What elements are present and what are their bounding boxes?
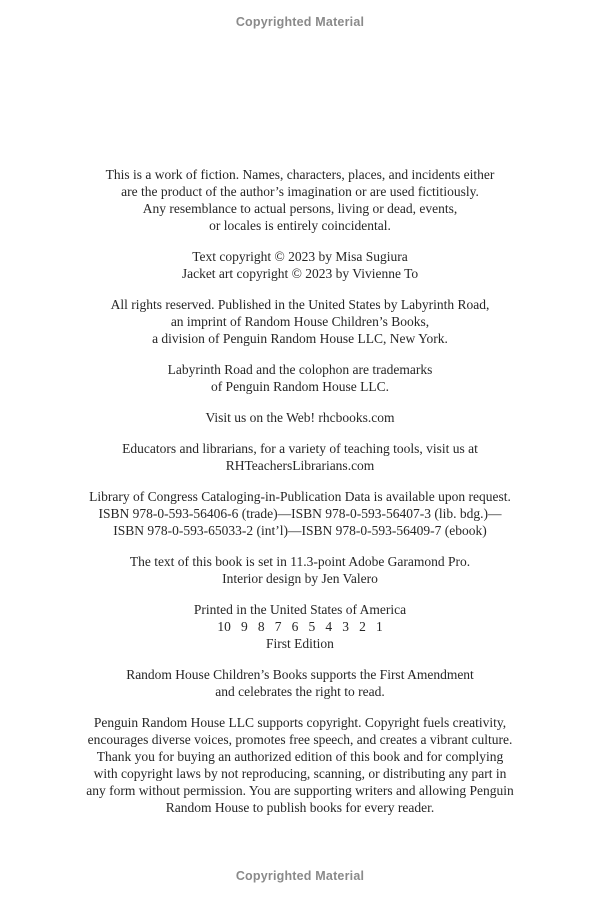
copyrighted-material-footer: Copyrighted Material	[235, 869, 365, 883]
publisher-statement	[20, 296, 580, 347]
typeface-note	[20, 553, 580, 587]
text-line: Random House to publish books for every reader.	[165, 800, 435, 815]
text-line: are the product of the author’s imagination or are used fictitiously.	[121, 184, 479, 199]
text-line: or locales is entirely coincidental.	[209, 218, 391, 233]
text-line: of Penguin Random House LLC.	[210, 379, 390, 394]
text-line: This is a work of fiction. Names, characters, places, and incidents either	[105, 167, 495, 182]
copyright-notice	[20, 248, 580, 282]
text-line: an imprint of Random House Children’s Books,	[170, 314, 430, 329]
text-line: and celebrates the right to read.	[215, 684, 385, 699]
text-line: Thank you for buying an authorized edition of this book and for complying	[96, 749, 504, 764]
text-line: Text copyright © 2023 by Misa Sugiura	[192, 249, 408, 264]
printing-line	[20, 601, 580, 652]
text-line: Any resemblance to actual persons, living or dead, events,	[142, 201, 458, 216]
text-line: Visit us on the Web! rhcbooks.com	[205, 410, 395, 425]
isbn-block	[20, 488, 580, 539]
text-line: The text of this book is set in 11.3-point Adobe Garamond Pro.	[129, 554, 471, 569]
text-line: Labyrinth Road and the colophon are trademarks	[167, 362, 433, 377]
text-line: Library of Congress Cataloging-in-Publication Data is available upon request.	[89, 489, 511, 504]
website-line	[20, 409, 580, 426]
text-line: All rights reserved. Published in the United States by Labyrinth Road,	[110, 297, 490, 312]
text-line: Jacket art copyright © 2023 by Vivienne To	[181, 266, 419, 281]
trademark-statement	[20, 361, 580, 395]
text-line: 10 9 8 7 6 5 4 3 2 1	[217, 619, 383, 634]
text-line: First Edition	[266, 636, 334, 651]
text-line: Educators and librarians, for a variety of teaching tools, visit us at	[122, 441, 478, 456]
text-line: Printed in the United States of America	[193, 602, 407, 617]
text-line: Interior design by Jen Valero	[222, 571, 378, 586]
educators-line	[20, 440, 580, 474]
copyrighted-material-header: Copyrighted Material	[235, 15, 365, 29]
text-line: Random House Children’s Books supports the First Amendment	[126, 667, 474, 682]
text-line: with copyright laws by not reproducing, scanning, or distributing any part in	[93, 766, 507, 781]
copyright-text	[20, 166, 580, 816]
text-line: a division of Penguin Random House LLC, New York.	[152, 331, 448, 346]
text-line: any form without permission. You are supporting writers and allowing Penguin	[86, 783, 514, 798]
text-line: encourages diverse voices, promotes free speech, and creates a vibrant culture.	[87, 732, 513, 747]
text-line: RHTeachersLibrarians.com	[225, 458, 375, 473]
text-line: ISBN 978-0-593-65033-2 (int’l)—ISBN 978-0-593-56409-7 (ebook)	[113, 523, 487, 538]
text-line: Penguin Random House LLC supports copyright. Copyright fuels creativity,	[93, 715, 507, 730]
first-amendment-statement	[20, 666, 580, 700]
fiction-disclaimer	[20, 166, 580, 234]
prh-copyright-statement	[20, 714, 580, 816]
text-line: ISBN 978-0-593-56406-6 (trade)—ISBN 978-0-593-56407-3 (lib. bdg.)—	[98, 506, 502, 521]
